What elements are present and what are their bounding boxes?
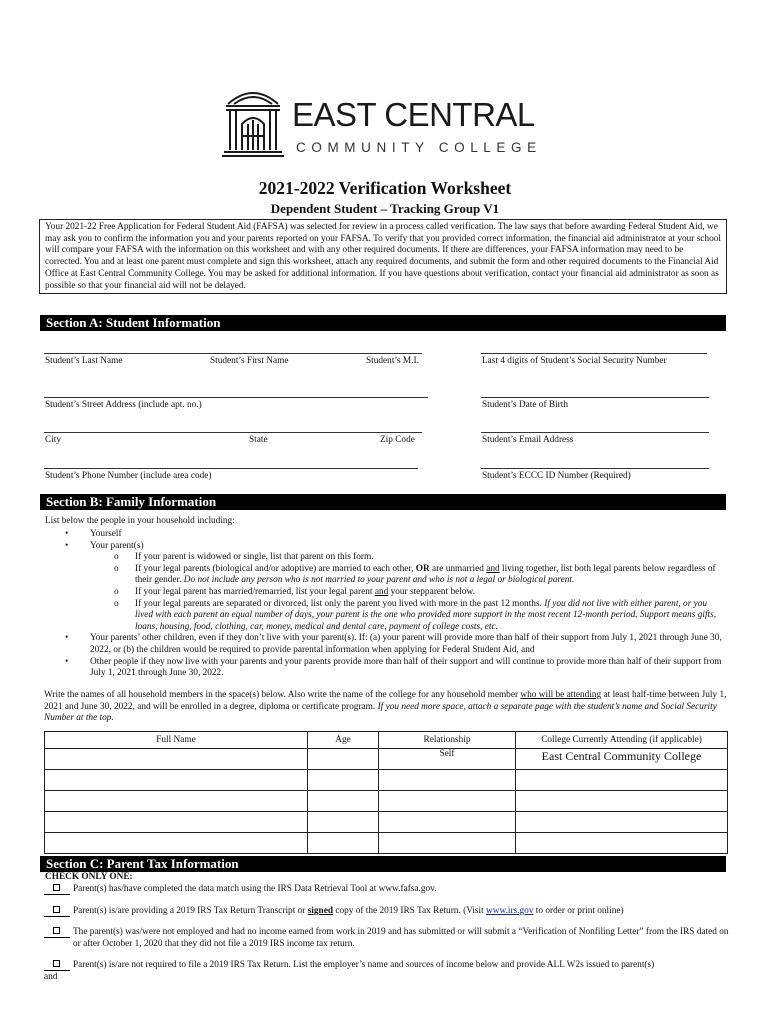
table-row xyxy=(45,833,728,854)
relationship-cell[interactable] xyxy=(379,812,516,833)
age-cell[interactable] xyxy=(308,749,379,770)
section-c-header: Section C: Parent Tax Information xyxy=(40,856,726,872)
tax-option-drt xyxy=(44,884,729,896)
table-row xyxy=(45,770,728,791)
street-label: Student’s Street Address (include apt. no.) xyxy=(45,400,202,410)
list-item: • Your parent(s) xyxy=(65,540,144,551)
city-label: City xyxy=(45,435,62,445)
logo-subtitle: COMMUNITY COLLEGE xyxy=(296,140,542,155)
bullet-icon: • xyxy=(65,633,69,644)
bullet-icon: • xyxy=(65,540,69,551)
state-label: State xyxy=(249,435,268,445)
dob-line[interactable] xyxy=(481,397,709,398)
name-cell[interactable] xyxy=(45,770,308,791)
list-item: • Other people if they now live with your parents and your parents provide more than half of their support and will continue to provide more than half of their support from July 1, 2021 through June 30, 2022. xyxy=(65,656,722,679)
sub-list-item: o If your legal parents are separated or divorced, list only the parent you lived with more in the past 12 months. If you did not live with either parent, or you lived with each parent an equal number of days, your parent is the one who provided more support in the most recent 12-month period. Support means gifts, loans, housing, food, clothing, car, money, medical and dental care, payment of college costs, etc. xyxy=(114,598,717,632)
sub-list-item: o If your legal parent has married/remarried, list your legal parent and your stepparent below. xyxy=(114,586,475,597)
ssn-label: Last 4 digits of Student’s Social Security Number xyxy=(482,356,667,366)
first-name-label: Student’s First Name xyxy=(210,356,289,366)
household-instructions: Write the names of all household members in the space(s) below. Also write the name of the college for any household member who will be attending at least half-time between July 1, 2021 and June 30, 2022, and will be enrolled in a degree, diploma or certificate program. If you need more space, attach a separate page with the student’s name and Social Security Number at the top. xyxy=(44,690,727,724)
name-cell[interactable] xyxy=(45,749,308,770)
irs-link[interactable]: www.irs.gov xyxy=(486,906,534,916)
list-item: • Yourself xyxy=(65,529,122,539)
eccc-id-label: Student’s ECCC ID Number (Required) xyxy=(482,471,631,481)
bullet-icon: • xyxy=(65,656,69,667)
tax-option-transcript xyxy=(44,906,729,918)
age-cell[interactable] xyxy=(308,770,379,791)
city-state-zip-line[interactable] xyxy=(44,432,422,433)
eccc-id-line[interactable] xyxy=(481,468,709,469)
name-line[interactable] xyxy=(44,353,422,354)
column-header: Full Name xyxy=(45,732,308,749)
last-name-label: Student’s Last Name xyxy=(45,356,123,366)
household-list-intro: List below the people in your household including: xyxy=(45,516,235,526)
column-header: Relationship xyxy=(379,732,516,749)
relationship-cell[interactable] xyxy=(379,833,516,854)
option-text: Parent(s) has/have completed the data match using the IRS Data Retrieval Tool at www.fafsa.gov. xyxy=(73,884,437,894)
college-cell: East Central Community College xyxy=(516,749,728,770)
age-cell[interactable] xyxy=(308,833,379,854)
street-line[interactable] xyxy=(44,397,428,398)
tax-option-nonfiler xyxy=(44,927,729,950)
intro-text: Your 2021-22 Free Application for Federal Student Aid (FAFSA) was selected for review in a process called verification. The law says that before awarding Federal Student Aid, we may ask you to confirm the information you and your parents reported on your FAFSA. To verify that you provided correct information, the financial aid administrator at your school will compare your FAFSA with the information on this worksheet and with any other required documents. If there are differences, your FAFSA information may need to be corrected. You and at least one parent must complete and sign this worksheet, attach any required documents, and submit the form and other required documents to the Financial Aid Office at East Central Community College. You may be asked for additional information. If you have questions about verification, contact your financial aid administrator as soon as possible so that your financial aid will not be delayed. xyxy=(45,222,721,291)
age-cell[interactable] xyxy=(308,791,379,812)
relationship-cell[interactable] xyxy=(379,770,516,791)
college-cell[interactable] xyxy=(516,812,728,833)
list-item: • Your parents’ other children, even if they don’t live with your parent(s). If: (a) your parent will provide more than half of their support from July 1, 2021 through June 30, 2022, or (b) the children would be required to provide parental information when applying for Federal Student Aid, and xyxy=(65,633,722,655)
age-cell[interactable] xyxy=(308,812,379,833)
relationship-cell[interactable] xyxy=(379,791,516,812)
name-cell[interactable] xyxy=(45,791,308,812)
section-a-header: Section A: Student Information xyxy=(40,315,726,331)
mi-label: Student’s M.I. xyxy=(366,356,419,366)
phone-line[interactable] xyxy=(44,468,418,469)
dob-label: Student’s Date of Birth xyxy=(482,400,568,410)
option-text: The parent(s) was/were not employed and had no income earned from work in 2019 and has submitted or will submit a “Verification of Nonfiling Letter” from the IRS dated on or after October 1, 2020 that they did not file a 2019 IRS income tax return. xyxy=(73,927,729,949)
circle-bullet-icon: o xyxy=(114,552,119,563)
table-header-row xyxy=(45,732,728,749)
table-row xyxy=(45,749,728,770)
household-table xyxy=(44,731,728,854)
table-row xyxy=(45,791,728,812)
sub-list-item: o If your parent is widowed or single, list that parent on this form. xyxy=(114,552,374,563)
college-building-icon xyxy=(222,84,284,158)
circle-bullet-icon: o xyxy=(114,586,119,597)
tax-option-not-required xyxy=(44,960,729,983)
column-header: Age xyxy=(308,732,379,749)
section-b-header: Section B: Family Information xyxy=(40,494,726,510)
column-header: College Currently Attending (if applicable) xyxy=(516,732,728,749)
page-title: 2021-2022 Verification Worksheet xyxy=(258,178,512,198)
name-cell[interactable] xyxy=(45,833,308,854)
intro-box xyxy=(39,219,727,294)
bullet-icon: • xyxy=(65,529,69,539)
check-only-one-label: CHECK ONLY ONE: xyxy=(45,872,133,882)
name-cell[interactable] xyxy=(45,812,308,833)
college-cell[interactable] xyxy=(516,770,728,791)
zip-label: Zip Code xyxy=(380,435,415,445)
college-logo xyxy=(222,84,552,160)
email-line[interactable] xyxy=(481,432,709,433)
college-cell[interactable] xyxy=(516,833,728,854)
circle-bullet-icon: o xyxy=(114,563,119,574)
logo-name: EAST CENTRAL xyxy=(292,96,535,133)
option-text-continued: and xyxy=(44,971,58,982)
ssn-line[interactable] xyxy=(481,353,707,354)
option-text: Parent(s) is/are providing a 2019 IRS Tax Return Transcript or signed copy of the 2019 IRS Tax Return. (Visit www.irs.gov to order or print online) xyxy=(73,906,624,916)
college-cell[interactable] xyxy=(516,791,728,812)
option-text: Parent(s) is/are not required to file a 2019 IRS Tax Return. List the employer’s name and sources of income below and provide ALL W2s issued to parent(s) xyxy=(73,960,655,970)
relationship-cell: Self xyxy=(379,749,516,770)
household-list xyxy=(63,529,723,680)
phone-label: Student’s Phone Number (include area code) xyxy=(45,471,212,481)
email-label: Student’s Email Address xyxy=(482,435,574,445)
table-row xyxy=(45,812,728,833)
page-subtitle: Dependent Student – Tracking Group V1 xyxy=(270,201,500,216)
sub-list-item: o If your legal parents (biological and/or adoptive) are married to each other, OR are unmarried and living together, list both legal parents below regardless of their gender. Do not include any person who is not married to your parent and who is not a legal or biological parent. xyxy=(114,563,716,586)
circle-bullet-icon: o xyxy=(114,598,119,609)
